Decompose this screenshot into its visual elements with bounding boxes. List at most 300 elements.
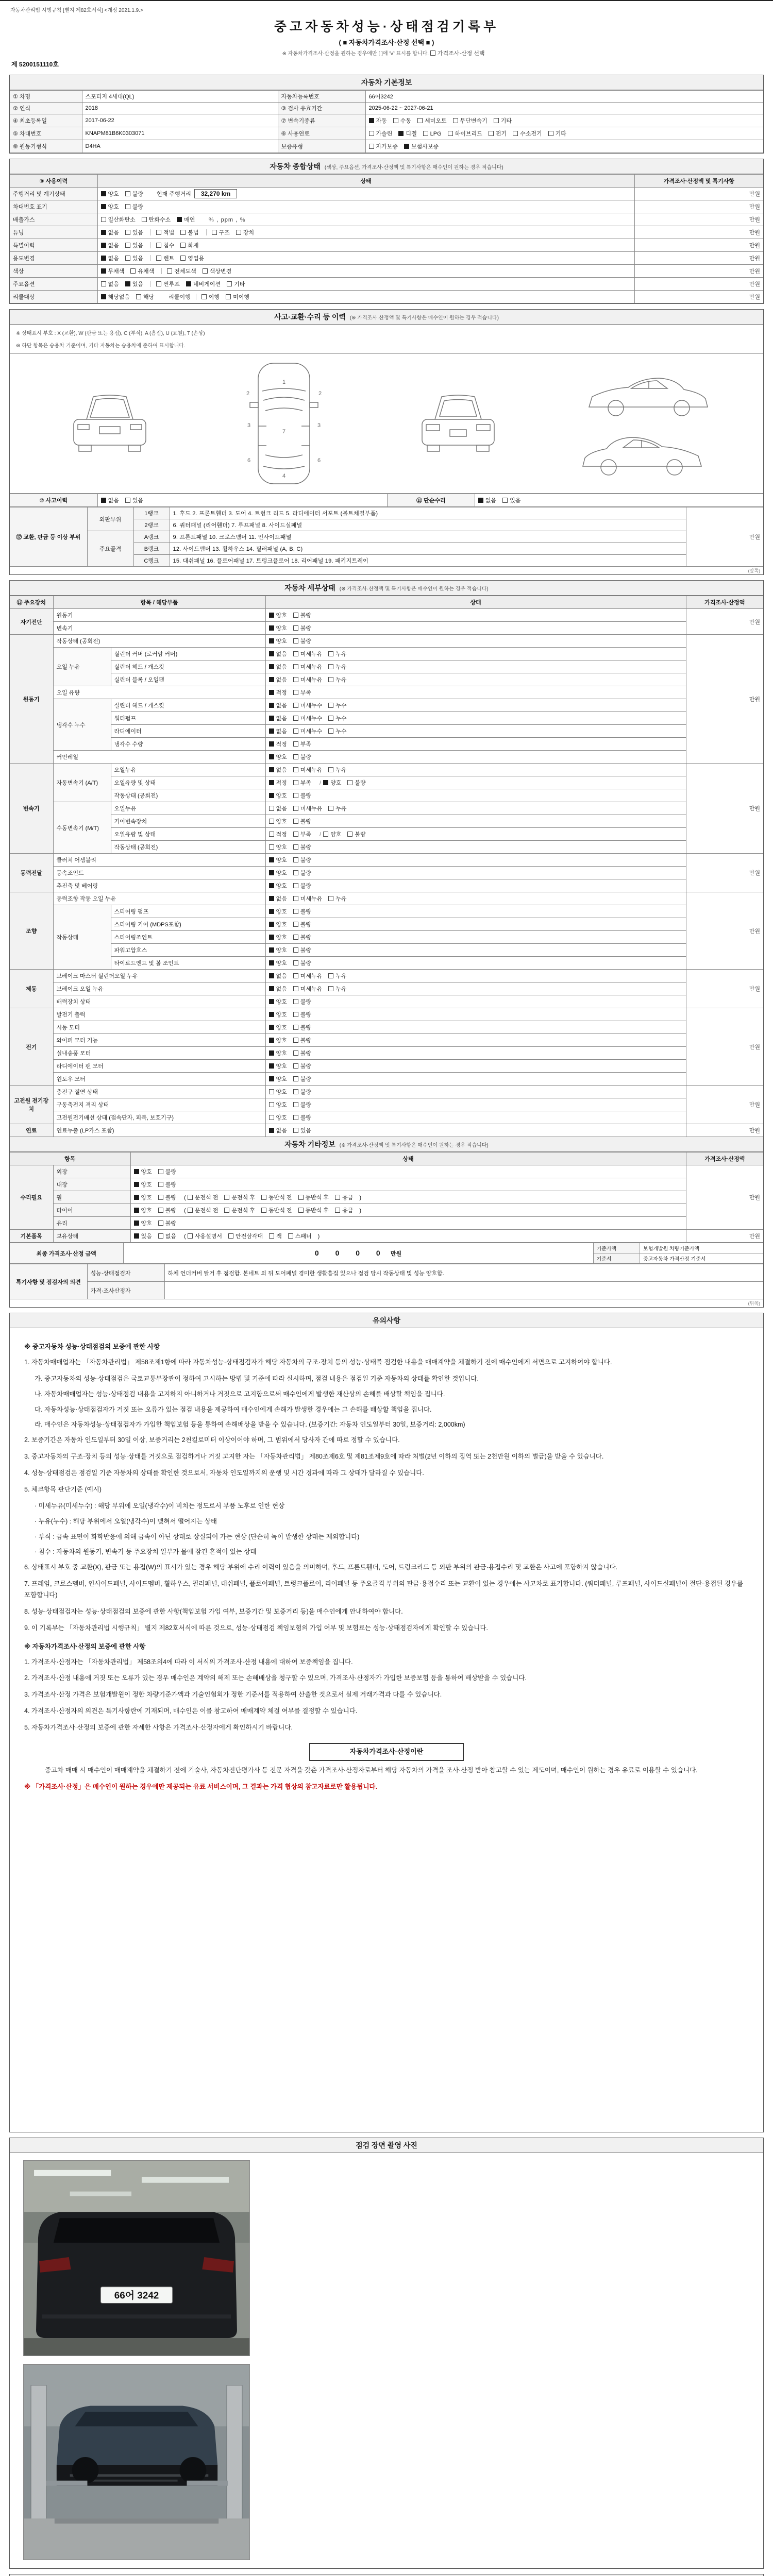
price-survey-checkbox-option[interactable]	[430, 49, 485, 57]
checkbox-option[interactable]	[269, 611, 287, 619]
checkbox-option[interactable]	[224, 1206, 255, 1214]
checkbox-option[interactable]	[134, 1219, 152, 1227]
checkbox[interactable]	[293, 793, 298, 798]
checkbox-option[interactable]	[130, 267, 154, 275]
checkbox[interactable]	[269, 999, 274, 1004]
checkbox[interactable]	[328, 973, 333, 978]
checkbox-option[interactable]	[158, 1219, 176, 1227]
checkbox[interactable]	[347, 780, 352, 785]
checkbox[interactable]	[548, 131, 553, 136]
checkbox-option[interactable]	[369, 129, 393, 138]
checkbox-option[interactable]	[293, 894, 323, 903]
checkbox-option[interactable]	[293, 740, 311, 748]
checkbox[interactable]	[293, 625, 298, 631]
checkbox[interactable]	[269, 767, 274, 772]
checkbox[interactable]	[502, 498, 508, 503]
checkbox[interactable]	[288, 1233, 293, 1239]
checkbox-option[interactable]	[269, 1062, 287, 1070]
checkbox-option[interactable]	[227, 280, 245, 288]
checkbox-option[interactable]	[293, 1113, 311, 1122]
checkbox[interactable]	[293, 1063, 298, 1069]
checkbox[interactable]	[293, 986, 298, 991]
checkbox-option[interactable]	[269, 1232, 282, 1240]
checkbox[interactable]	[142, 217, 147, 222]
checkbox-option[interactable]	[288, 1232, 312, 1240]
checkbox-option[interactable]	[269, 907, 287, 916]
checkbox[interactable]	[158, 1195, 163, 1200]
checkbox-option[interactable]	[269, 753, 287, 761]
checkbox-option[interactable]	[224, 1193, 255, 1201]
checkbox[interactable]	[489, 131, 494, 136]
checkbox[interactable]	[269, 677, 274, 682]
checkbox[interactable]	[453, 118, 458, 123]
checkbox[interactable]	[269, 1025, 274, 1030]
checkbox-option[interactable]	[293, 1100, 311, 1109]
checkbox[interactable]	[156, 256, 161, 261]
checkbox[interactable]	[212, 230, 217, 235]
checkbox-option[interactable]	[328, 663, 346, 671]
checkbox[interactable]	[404, 144, 409, 149]
checkbox-option[interactable]	[269, 1049, 287, 1057]
checkbox-option[interactable]	[180, 241, 198, 249]
checkbox[interactable]	[293, 909, 298, 914]
checkbox-option[interactable]	[269, 778, 287, 787]
checkbox-option[interactable]	[293, 972, 323, 980]
checkbox-option[interactable]	[293, 1062, 311, 1070]
checkbox-option[interactable]	[293, 791, 311, 800]
checkbox[interactable]	[269, 935, 274, 940]
checkbox-option[interactable]	[269, 830, 287, 838]
checkbox-option[interactable]	[328, 701, 346, 709]
checkbox[interactable]	[269, 716, 274, 721]
checkbox-option[interactable]	[158, 1180, 176, 1189]
checkbox-option[interactable]	[293, 933, 311, 941]
checkbox-option[interactable]	[136, 293, 154, 301]
checkbox[interactable]	[269, 960, 274, 965]
checkbox-option[interactable]	[328, 714, 346, 722]
checkbox[interactable]	[269, 1012, 274, 1017]
checkbox[interactable]	[494, 118, 499, 123]
checkbox-option[interactable]	[293, 688, 311, 697]
checkbox[interactable]	[398, 131, 404, 136]
checkbox[interactable]	[293, 728, 298, 734]
checkbox[interactable]	[417, 118, 423, 123]
checkbox[interactable]	[328, 896, 333, 901]
checkbox-option[interactable]	[125, 202, 143, 211]
checkbox[interactable]	[101, 498, 106, 503]
checkbox[interactable]	[293, 754, 298, 759]
checkbox-option[interactable]	[293, 1126, 311, 1134]
checkbox-option[interactable]	[188, 1232, 222, 1240]
checkbox-option[interactable]	[347, 778, 365, 787]
checkbox[interactable]	[269, 1063, 274, 1069]
checkbox[interactable]	[134, 1195, 139, 1200]
checkbox-option[interactable]	[293, 920, 311, 928]
checkbox-option[interactable]	[134, 1193, 152, 1201]
checkbox[interactable]	[125, 281, 130, 286]
checkbox[interactable]	[269, 1233, 274, 1239]
checkbox[interactable]	[293, 1076, 298, 1081]
checkbox-option[interactable]	[494, 116, 512, 125]
checkbox[interactable]	[293, 844, 298, 850]
checkbox-option[interactable]	[261, 1193, 292, 1201]
checkbox[interactable]	[158, 1233, 163, 1239]
checkbox[interactable]	[269, 690, 274, 695]
checkbox[interactable]	[269, 857, 274, 862]
checkbox[interactable]	[369, 144, 374, 149]
checkbox-option[interactable]	[293, 624, 311, 632]
checkbox[interactable]	[293, 613, 298, 618]
checkbox[interactable]	[293, 780, 298, 785]
checkbox[interactable]	[293, 935, 298, 940]
checkbox-option[interactable]	[293, 1023, 311, 1031]
checkbox-option[interactable]	[125, 254, 143, 262]
checkbox-option[interactable]	[293, 985, 323, 993]
checkbox-option[interactable]	[293, 637, 311, 645]
checkbox-option[interactable]	[269, 701, 287, 709]
checkbox[interactable]	[269, 1089, 274, 1094]
checkbox[interactable]	[293, 896, 298, 901]
checkbox[interactable]	[130, 268, 136, 274]
checkbox-option[interactable]	[393, 116, 411, 125]
checkbox[interactable]	[293, 1050, 298, 1056]
checkbox[interactable]	[328, 651, 333, 656]
checkbox[interactable]	[101, 294, 106, 299]
checkbox-option[interactable]	[158, 1167, 176, 1176]
checkbox[interactable]	[269, 1115, 274, 1120]
checkbox[interactable]	[101, 243, 106, 248]
checkbox[interactable]	[269, 806, 274, 811]
checkbox-option[interactable]	[269, 624, 287, 632]
checkbox-option[interactable]	[323, 830, 341, 838]
checkbox-option[interactable]	[156, 228, 174, 236]
checkbox-option[interactable]	[186, 280, 221, 288]
checkbox-option[interactable]	[417, 116, 447, 125]
checkbox[interactable]	[125, 498, 130, 503]
checkbox[interactable]	[134, 1182, 139, 1187]
checkbox[interactable]	[293, 1128, 298, 1133]
checkbox-option[interactable]	[269, 972, 287, 980]
checkbox[interactable]	[188, 1233, 193, 1239]
checkbox[interactable]	[180, 230, 186, 235]
checkbox-option[interactable]	[101, 190, 119, 198]
checkbox[interactable]	[269, 1102, 274, 1107]
checkbox[interactable]	[101, 191, 106, 196]
checkbox[interactable]	[188, 1208, 193, 1213]
checkbox-option[interactable]	[293, 778, 311, 787]
checkbox[interactable]	[293, 767, 298, 772]
checkbox-option[interactable]	[158, 1193, 176, 1201]
checkbox[interactable]	[125, 256, 130, 261]
checkbox-option[interactable]	[328, 894, 346, 903]
checkbox[interactable]	[180, 256, 186, 261]
checkbox-option[interactable]	[513, 129, 542, 138]
checkbox[interactable]	[269, 883, 274, 888]
checkbox-option[interactable]	[188, 1193, 219, 1201]
checkbox-option[interactable]	[293, 1049, 311, 1057]
checkbox-option[interactable]	[134, 1167, 152, 1176]
checkbox-option[interactable]	[269, 933, 287, 941]
checkbox-option[interactable]	[293, 1075, 311, 1083]
checkbox-option[interactable]	[269, 1126, 287, 1134]
checkbox-option[interactable]	[369, 142, 398, 150]
checkbox-option[interactable]	[269, 1036, 287, 1044]
checkbox-option[interactable]	[134, 1180, 152, 1189]
checkbox-option[interactable]	[201, 293, 220, 301]
checkbox-option[interactable]	[489, 129, 507, 138]
checkbox-option[interactable]	[335, 1206, 353, 1214]
checkbox[interactable]	[423, 131, 428, 136]
checkbox[interactable]	[293, 690, 298, 695]
checkbox[interactable]	[335, 1195, 340, 1200]
checkbox[interactable]	[125, 191, 130, 196]
checkbox[interactable]	[224, 1208, 229, 1213]
checkbox[interactable]	[269, 664, 274, 669]
checkbox[interactable]	[158, 1208, 163, 1213]
checkbox-option[interactable]	[236, 228, 254, 236]
checkbox[interactable]	[134, 1169, 139, 1174]
checkbox[interactable]	[323, 832, 328, 837]
checkbox[interactable]	[101, 256, 106, 261]
checkbox[interactable]	[293, 883, 298, 888]
checkbox[interactable]	[269, 947, 274, 953]
checkbox-option[interactable]	[125, 241, 143, 249]
checkbox[interactable]	[335, 1208, 340, 1213]
checkbox[interactable]	[101, 230, 106, 235]
checkbox[interactable]	[269, 638, 274, 643]
checkbox[interactable]	[293, 651, 298, 656]
checkbox-option[interactable]	[269, 663, 287, 671]
checkbox-option[interactable]	[328, 727, 346, 735]
checkbox-option[interactable]	[269, 959, 287, 967]
checkbox-option[interactable]	[156, 254, 174, 262]
checkbox-option[interactable]	[269, 688, 287, 697]
checkbox-option[interactable]	[293, 946, 311, 954]
checkbox[interactable]	[167, 268, 172, 274]
checkbox-option[interactable]	[261, 1206, 292, 1214]
checkbox-option[interactable]	[293, 714, 323, 722]
checkbox-option[interactable]	[298, 1206, 329, 1214]
checkbox-option[interactable]	[369, 116, 387, 125]
checkbox[interactable]	[298, 1208, 304, 1213]
checkbox[interactable]	[269, 651, 274, 656]
checkbox[interactable]	[269, 832, 274, 837]
checkbox-option[interactable]	[328, 650, 346, 658]
checkbox[interactable]	[134, 1233, 139, 1239]
checkbox-option[interactable]	[156, 241, 174, 249]
checkbox[interactable]	[156, 230, 161, 235]
checkbox[interactable]	[269, 1128, 274, 1133]
checkbox-option[interactable]	[101, 202, 119, 211]
checkbox[interactable]	[227, 281, 232, 286]
checkbox[interactable]	[158, 1221, 163, 1226]
checkbox-option[interactable]	[293, 856, 311, 864]
checkbox[interactable]	[293, 999, 298, 1004]
checkbox[interactable]	[134, 1208, 139, 1213]
checkbox[interactable]	[125, 204, 130, 209]
checkbox[interactable]	[269, 973, 274, 978]
checkbox-option[interactable]	[335, 1193, 353, 1201]
checkbox[interactable]	[328, 767, 333, 772]
checkbox[interactable]	[136, 294, 141, 299]
checkbox[interactable]	[236, 230, 241, 235]
checkbox-option[interactable]	[478, 496, 496, 504]
checkbox-option[interactable]	[269, 1100, 287, 1109]
checkbox[interactable]	[269, 1038, 274, 1043]
checkbox-option[interactable]	[125, 228, 143, 236]
checkbox-option[interactable]	[269, 856, 287, 864]
checkbox-option[interactable]	[156, 280, 180, 288]
checkbox[interactable]	[269, 754, 274, 759]
checkbox[interactable]	[293, 1089, 298, 1094]
checkbox-option[interactable]	[293, 804, 323, 812]
checkbox[interactable]	[125, 230, 130, 235]
checkbox-option[interactable]	[269, 1075, 287, 1083]
checkbox-option[interactable]	[328, 972, 346, 980]
checkbox[interactable]	[269, 922, 274, 927]
checkbox[interactable]	[101, 268, 106, 274]
checkbox-option[interactable]	[212, 228, 230, 236]
checkbox-option[interactable]	[269, 882, 287, 890]
checkbox[interactable]	[298, 1195, 304, 1200]
checkbox[interactable]	[261, 1208, 266, 1213]
checkbox[interactable]	[269, 625, 274, 631]
checkbox[interactable]	[293, 716, 298, 721]
checkbox[interactable]	[478, 498, 483, 503]
checkbox-option[interactable]	[269, 920, 287, 928]
checkbox-option[interactable]	[293, 1010, 311, 1019]
checkbox-option[interactable]	[453, 116, 488, 125]
checkbox-option[interactable]	[293, 997, 311, 1006]
checkbox[interactable]	[269, 909, 274, 914]
checkbox[interactable]	[293, 973, 298, 978]
checkbox-option[interactable]	[269, 727, 287, 735]
checkbox-option[interactable]	[101, 280, 119, 288]
checkbox-option[interactable]	[293, 611, 311, 619]
checkbox[interactable]	[328, 664, 333, 669]
checkbox[interactable]	[269, 844, 274, 850]
checkbox-option[interactable]	[323, 778, 341, 787]
checkbox-option[interactable]	[328, 985, 346, 993]
checkbox[interactable]	[101, 281, 106, 286]
checkbox-option[interactable]	[269, 650, 287, 658]
checkbox-option[interactable]	[293, 675, 323, 684]
checkbox-option[interactable]	[158, 1232, 176, 1240]
checkbox[interactable]	[293, 1102, 298, 1107]
checkbox-option[interactable]	[101, 267, 125, 275]
checkbox-option[interactable]	[293, 663, 323, 671]
checkbox[interactable]	[328, 703, 333, 708]
checkbox[interactable]	[156, 281, 161, 286]
checkbox-option[interactable]	[134, 1232, 152, 1240]
checkbox[interactable]	[186, 281, 191, 286]
checkbox[interactable]	[269, 793, 274, 798]
checkbox[interactable]	[293, 832, 298, 837]
checkbox-option[interactable]	[125, 280, 143, 288]
checkbox-option[interactable]	[448, 129, 482, 138]
checkbox-option[interactable]	[269, 817, 287, 825]
checkbox[interactable]	[293, 922, 298, 927]
checkbox[interactable]	[293, 664, 298, 669]
checkbox-option[interactable]	[293, 753, 311, 761]
checkbox-option[interactable]	[269, 894, 287, 903]
checkbox-option[interactable]	[293, 727, 323, 735]
checkbox-option[interactable]	[269, 1010, 287, 1019]
checkbox[interactable]	[513, 131, 518, 136]
checkbox-option[interactable]	[269, 843, 287, 851]
checkbox[interactable]	[203, 268, 208, 274]
checkbox-option[interactable]	[293, 959, 311, 967]
checkbox-option[interactable]	[158, 1206, 176, 1214]
checkbox-option[interactable]	[328, 675, 346, 684]
checkbox[interactable]	[293, 1012, 298, 1017]
checkbox-option[interactable]	[293, 650, 323, 658]
checkbox-option[interactable]	[293, 830, 311, 838]
checkbox[interactable]	[328, 728, 333, 734]
checkbox[interactable]	[430, 50, 435, 56]
checkbox[interactable]	[201, 294, 207, 299]
checkbox[interactable]	[293, 703, 298, 708]
checkbox-option[interactable]	[293, 869, 311, 877]
checkbox[interactable]	[269, 741, 274, 747]
checkbox-option[interactable]	[269, 985, 287, 993]
checkbox[interactable]	[328, 806, 333, 811]
checkbox[interactable]	[293, 806, 298, 811]
checkbox[interactable]	[293, 857, 298, 862]
checkbox[interactable]	[448, 131, 453, 136]
checkbox-option[interactable]	[269, 804, 287, 812]
checkbox-option[interactable]	[177, 215, 195, 224]
checkbox-option[interactable]	[228, 1232, 263, 1240]
checkbox-option[interactable]	[269, 997, 287, 1006]
checkbox[interactable]	[228, 1233, 233, 1239]
checkbox-option[interactable]	[269, 675, 287, 684]
checkbox-option[interactable]	[328, 766, 346, 774]
checkbox[interactable]	[125, 243, 130, 248]
checkbox-option[interactable]	[180, 254, 204, 262]
checkbox[interactable]	[293, 819, 298, 824]
checkbox[interactable]	[261, 1195, 266, 1200]
checkbox[interactable]	[134, 1221, 139, 1226]
checkbox[interactable]	[269, 728, 274, 734]
checkbox-option[interactable]	[269, 714, 287, 722]
checkbox[interactable]	[328, 677, 333, 682]
checkbox-option[interactable]	[293, 882, 311, 890]
checkbox[interactable]	[177, 217, 182, 222]
checkbox[interactable]	[101, 217, 106, 222]
checkbox-option[interactable]	[269, 637, 287, 645]
checkbox-option[interactable]	[502, 496, 520, 504]
checkbox[interactable]	[293, 638, 298, 643]
checkbox[interactable]	[293, 960, 298, 965]
checkbox-option[interactable]	[293, 766, 323, 774]
checkbox-option[interactable]	[203, 267, 232, 275]
checkbox[interactable]	[269, 870, 274, 875]
checkbox[interactable]	[328, 986, 333, 991]
checkbox[interactable]	[226, 294, 231, 299]
checkbox-option[interactable]	[347, 830, 365, 838]
checkbox[interactable]	[347, 832, 352, 837]
checkbox[interactable]	[369, 118, 374, 123]
checkbox-option[interactable]	[293, 1088, 311, 1096]
checkbox-option[interactable]	[269, 740, 287, 748]
checkbox-option[interactable]	[269, 791, 287, 800]
checkbox-option[interactable]	[134, 1206, 152, 1214]
checkbox-option[interactable]	[125, 496, 143, 504]
checkbox-option[interactable]	[269, 1088, 287, 1096]
checkbox-option[interactable]	[180, 228, 198, 236]
checkbox-option[interactable]	[293, 907, 311, 916]
